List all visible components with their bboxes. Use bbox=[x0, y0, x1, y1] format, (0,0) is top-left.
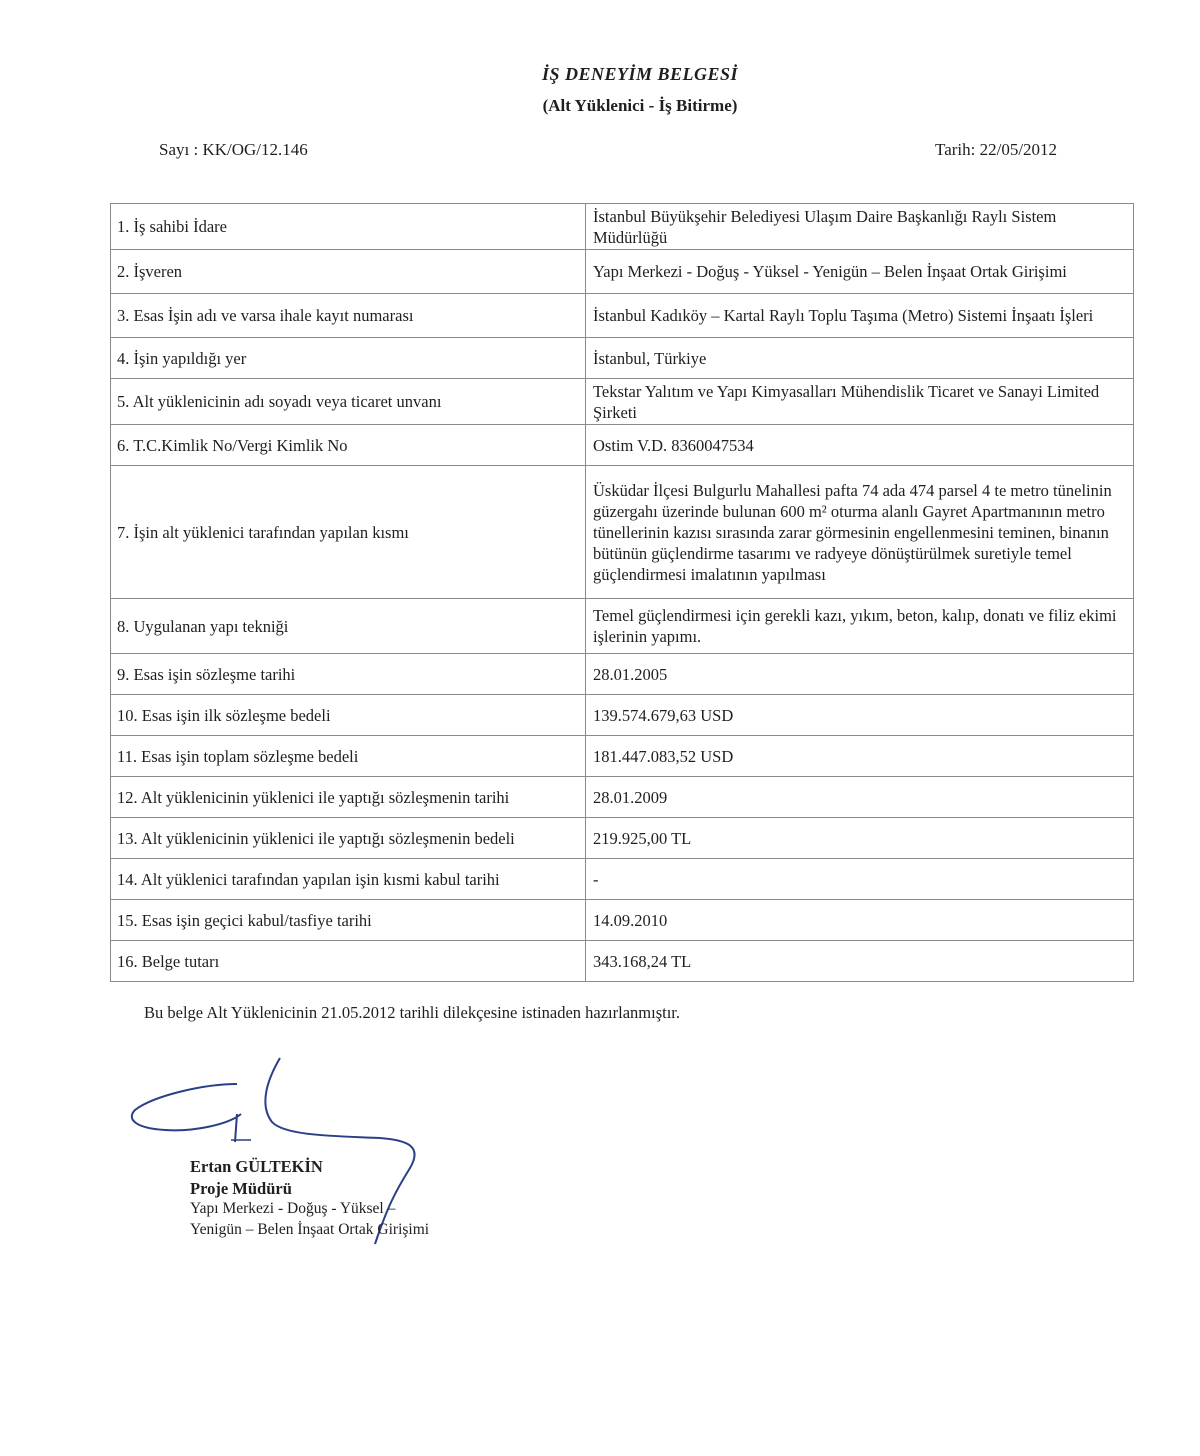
table-row bbox=[111, 900, 1134, 941]
signer-title: Proje Müdürü bbox=[190, 1179, 292, 1198]
document-subtitle: (Alt Yüklenici - İş Bitirme) bbox=[542, 96, 738, 115]
row-label: 8. Uygulanan yapı tekniği bbox=[111, 599, 586, 654]
table-row bbox=[111, 818, 1134, 859]
table-row bbox=[111, 736, 1134, 777]
table-row bbox=[111, 777, 1134, 818]
table-row bbox=[111, 859, 1134, 900]
row-value: 28.01.2009 bbox=[586, 777, 1134, 818]
row-label: 5. Alt yüklenicinin adı soyadı veya ticaret unvanı bbox=[111, 379, 586, 425]
row-value: - bbox=[586, 859, 1134, 900]
table-row bbox=[111, 654, 1134, 695]
row-label: 14. Alt yüklenici tarafından yapılan işin kısmi kabul tarihi bbox=[111, 859, 586, 900]
row-value: Üsküdar İlçesi Bulgurlu Mahallesi pafta 74 ada 474 parsel 4 te metro tünelinin güzergahı üzerinde bulunan 600 m² oturma alanlı Gayret Apartmanının metro tünellerinin kazısı sırasında zarar görmesinin engellenmesini teminen, binanın bütünün güçlendirme tasarımı ve radyeye dönüştürülmek suretiyle temel güçlendirmesi imalatının yapılması bbox=[586, 466, 1134, 599]
row-label: 10. Esas işin ilk sözleşme bedeli bbox=[111, 695, 586, 736]
row-value: Temel güçlendirmesi için gerekli kazı, yıkım, beton, kalıp, donatı ve filiz ekimi işlerinin yapımı. bbox=[586, 599, 1134, 654]
document-title: İŞ DENEYİM BELGESİ bbox=[541, 64, 739, 84]
row-label: 7. İşin alt yüklenici tarafından yapılan kısmı bbox=[111, 466, 586, 599]
table-row bbox=[111, 379, 1134, 425]
row-value: İstanbul Kadıköy – Kartal Raylı Toplu Taşıma (Metro) Sistemi İnşaatı İşleri bbox=[586, 294, 1134, 338]
row-value: İstanbul Büyükşehir Belediyesi Ulaşım Daire Başkanlığı Raylı Sistem Müdürlüğü bbox=[586, 204, 1134, 250]
signer-organization-line2: Yenigün – Belen İnşaat Ortak Girişimi bbox=[190, 1221, 430, 1238]
table-row bbox=[111, 599, 1134, 654]
document-number: Sayı : KK/OG/12.146 bbox=[159, 140, 308, 159]
table-row bbox=[111, 250, 1134, 294]
row-label: 16. Belge tutarı bbox=[111, 941, 586, 982]
row-label: 11. Esas işin toplam sözleşme bedeli bbox=[111, 736, 586, 777]
table-row bbox=[111, 425, 1134, 466]
row-value: Yapı Merkezi - Doğuş - Yüksel - Yenigün – Belen İnşaat Ortak Girişimi bbox=[586, 250, 1134, 294]
table-row bbox=[111, 294, 1134, 338]
signer-organization-line1: Yapı Merkezi - Doğuş - Yüksel – bbox=[190, 1200, 396, 1217]
document-date: Tarih: 22/05/2012 bbox=[935, 140, 1058, 159]
row-label: 3. Esas İşin adı ve varsa ihale kayıt numarası bbox=[111, 294, 586, 338]
row-value: 139.574.679,63 USD bbox=[586, 695, 1134, 736]
table-row bbox=[111, 338, 1134, 379]
row-value: Tekstar Yalıtım ve Yapı Kimyasalları Mühendislik Ticaret ve Sanayi Limited Şirketi bbox=[586, 379, 1134, 425]
table-row bbox=[111, 204, 1134, 250]
table-row bbox=[111, 466, 1134, 599]
row-value: İstanbul, Türkiye bbox=[586, 338, 1134, 379]
row-value: Ostim V.D. 8360047534 bbox=[586, 425, 1134, 466]
row-label: 1. İş sahibi İdare bbox=[111, 204, 586, 250]
row-label: 6. T.C.Kimlik No/Vergi Kimlik No bbox=[111, 425, 586, 466]
row-label: 13. Alt yüklenicinin yüklenici ile yaptığı sözleşmenin bedeli bbox=[111, 818, 586, 859]
row-label: 4. İşin yapıldığı yer bbox=[111, 338, 586, 379]
experience-info-table bbox=[110, 203, 1134, 982]
row-value: 181.447.083,52 USD bbox=[586, 736, 1134, 777]
row-label: 12. Alt yüklenicinin yüklenici ile yaptığı sözleşmenin tarihi bbox=[111, 777, 586, 818]
row-value: 219.925,00 TL bbox=[586, 818, 1134, 859]
row-label: 15. Esas işin geçici kabul/tasfiye tarihi bbox=[111, 900, 586, 941]
row-label: 9. Esas işin sözleşme tarihi bbox=[111, 654, 586, 695]
row-value: 14.09.2010 bbox=[586, 900, 1134, 941]
signer-name: Ertan GÜLTEKİN bbox=[190, 1157, 323, 1176]
document-note: Bu belge Alt Yüklenicinin 21.05.2012 tarihli dilekçesine istinaden hazırlanmıştır. bbox=[144, 1003, 680, 1022]
row-label: 2. İşveren bbox=[111, 250, 586, 294]
row-value: 343.168,24 TL bbox=[586, 941, 1134, 982]
table-row bbox=[111, 695, 1134, 736]
row-value: 28.01.2005 bbox=[586, 654, 1134, 695]
table-row bbox=[111, 941, 1134, 982]
